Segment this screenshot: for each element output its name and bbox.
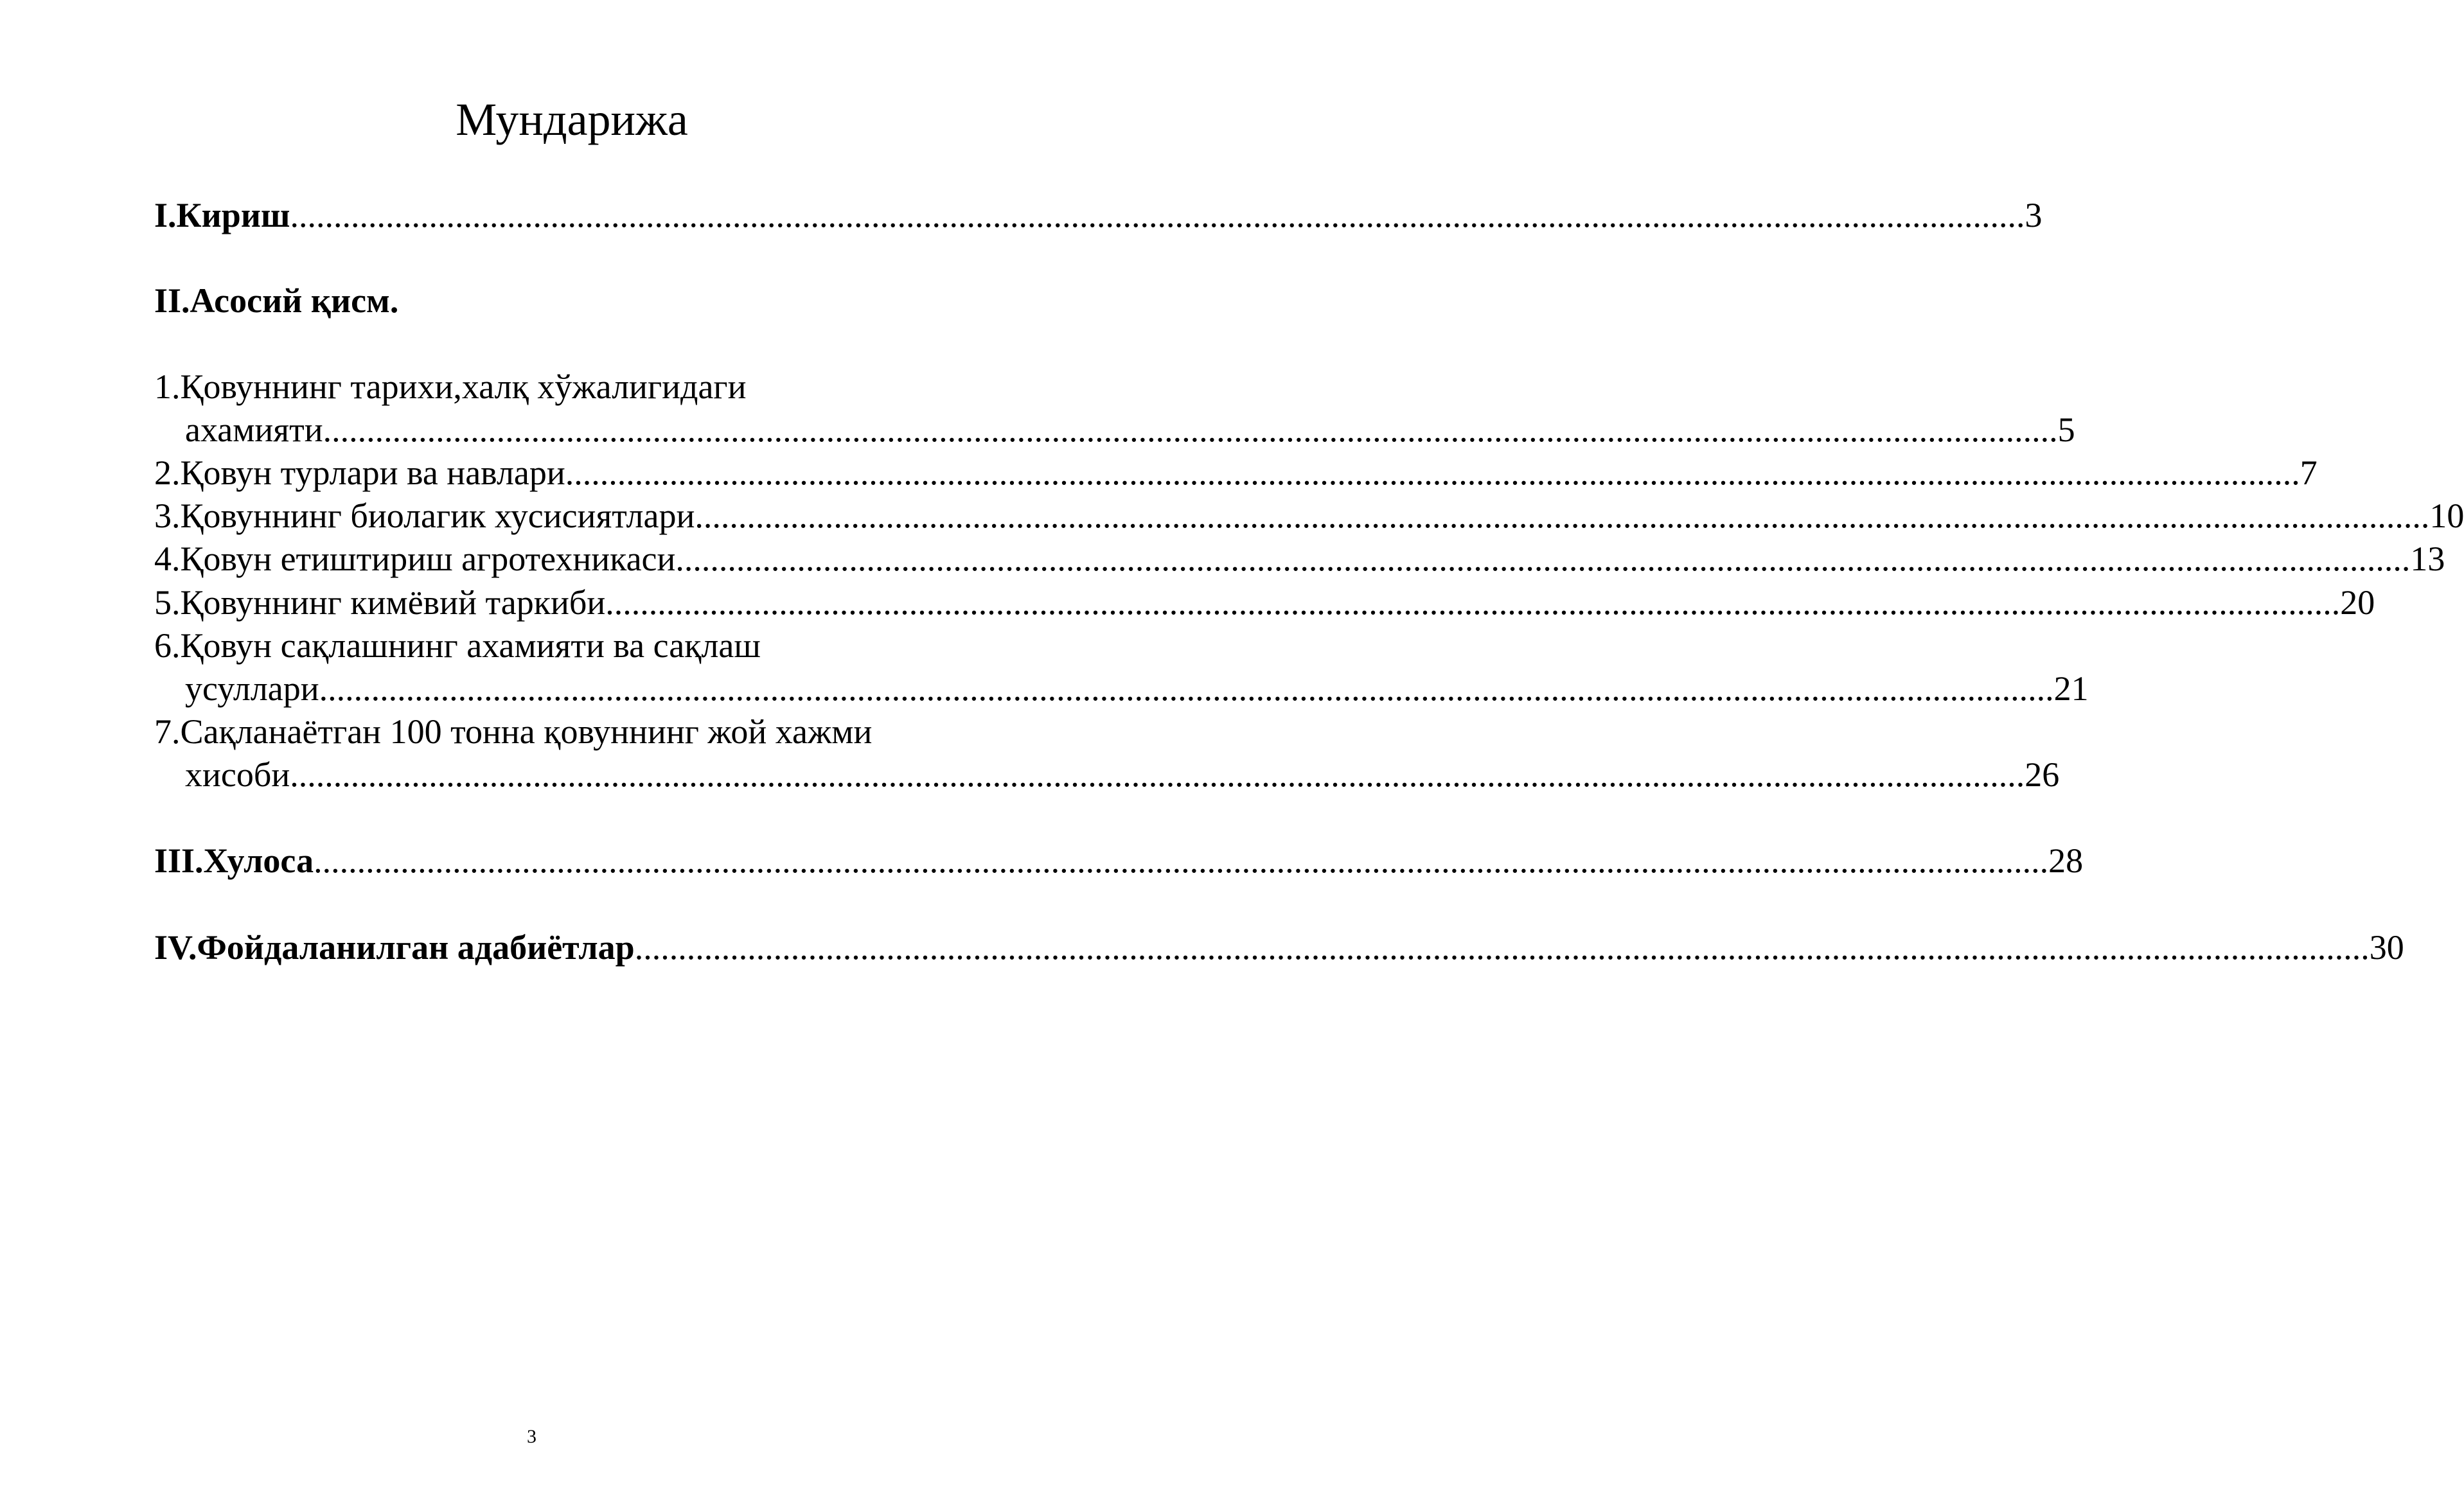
dot-leader: ........................................................................................................................................................................................................	[565, 453, 2300, 492]
dot-leader: ........................................................................................................................................................................................................	[290, 196, 2025, 234]
toc-entry-page: 26	[2025, 755, 2060, 794]
toc-entry-references	[154, 925, 2404, 970]
toc-entry-label: 1.Қовуннинг тарихи,халқ хўжалигидаги	[154, 367, 747, 406]
toc-entry-page: 28	[2048, 841, 2084, 880]
toc-section-label: II.Асосий қисм.	[154, 281, 399, 320]
toc-entry-1-line2	[185, 407, 2075, 452]
toc-entry-7-line1	[154, 709, 1002, 754]
toc-entry-label: 4.Қовун етиштириш агротехникаси	[154, 540, 676, 578]
toc-entry-label: усуллари	[185, 669, 319, 708]
toc-entry-2	[154, 450, 2318, 495]
toc-entry-page: 10	[2429, 497, 2464, 535]
toc-entry-3	[154, 493, 2464, 538]
toc-entry-page: 21	[2053, 669, 2089, 708]
toc-entry-7-line2	[185, 752, 2060, 797]
dot-leader: ........................................................................................................................................................................................................	[695, 497, 2430, 535]
toc-entry-page: 30	[2369, 928, 2404, 967]
dot-leader: ........................................................................................................................................................................................................	[675, 540, 2411, 578]
toc-entry-page: 5	[2057, 410, 2075, 449]
page-number: 3	[527, 1426, 536, 1447]
toc-entry-page: 7	[2300, 453, 2318, 492]
toc-entry-label: IV.Фойдаланилган адабиётлар	[154, 928, 635, 967]
toc-entry-6-line1	[154, 623, 989, 668]
toc-entry-conclusion	[154, 838, 2084, 883]
toc-entry-intro	[154, 193, 2043, 238]
toc-entry-5	[154, 580, 2375, 625]
toc-entry-page: 13	[2410, 540, 2445, 578]
toc-entry-4	[154, 536, 2445, 581]
toc-entry-page: 3	[2025, 196, 2043, 234]
toc-entry-label: III.Хулоса	[154, 841, 314, 880]
toc-entry-label: хисоби	[185, 755, 290, 794]
toc-entry-label: 6.Қовун сақлашнинг ахамияти ва сақлаш	[154, 626, 761, 665]
toc-entry-label: I.Кириш	[154, 196, 290, 234]
toc-entry-label: 2.Қовун турлари ва навлари	[154, 453, 565, 492]
toc-entry-label: ахамияти	[185, 410, 323, 449]
dot-leader: ........................................................................................................................................................................................................	[605, 583, 2341, 622]
toc-entry-6-line2	[185, 666, 2089, 711]
dot-leader: ........................................................................................................................................................................................................	[314, 841, 2049, 880]
dot-leader: ........................................................................................................................................................................................................	[319, 669, 2054, 708]
page-title: Мундарижа	[456, 94, 688, 145]
dot-leader: ........................................................................................................................................................................................................	[634, 928, 2370, 967]
toc-entry-1-line1	[154, 364, 989, 409]
toc-entry-page: 20	[2340, 583, 2375, 622]
toc-entry-label: 7.Сақланаётган 100 тонна қовуннинг жой хажми	[154, 712, 873, 751]
dot-leader: ........................................................................................................................................................................................................	[323, 410, 2058, 449]
toc-entry-label: 5.Қовуннинг кимёвий таркиби	[154, 583, 606, 622]
toc-section-main-part	[154, 278, 977, 323]
dot-leader: ........................................................................................................................................................................................................	[290, 755, 2025, 794]
toc-entry-label: 3.Қовуннинг биолагик хусисиятлари	[154, 497, 695, 535]
